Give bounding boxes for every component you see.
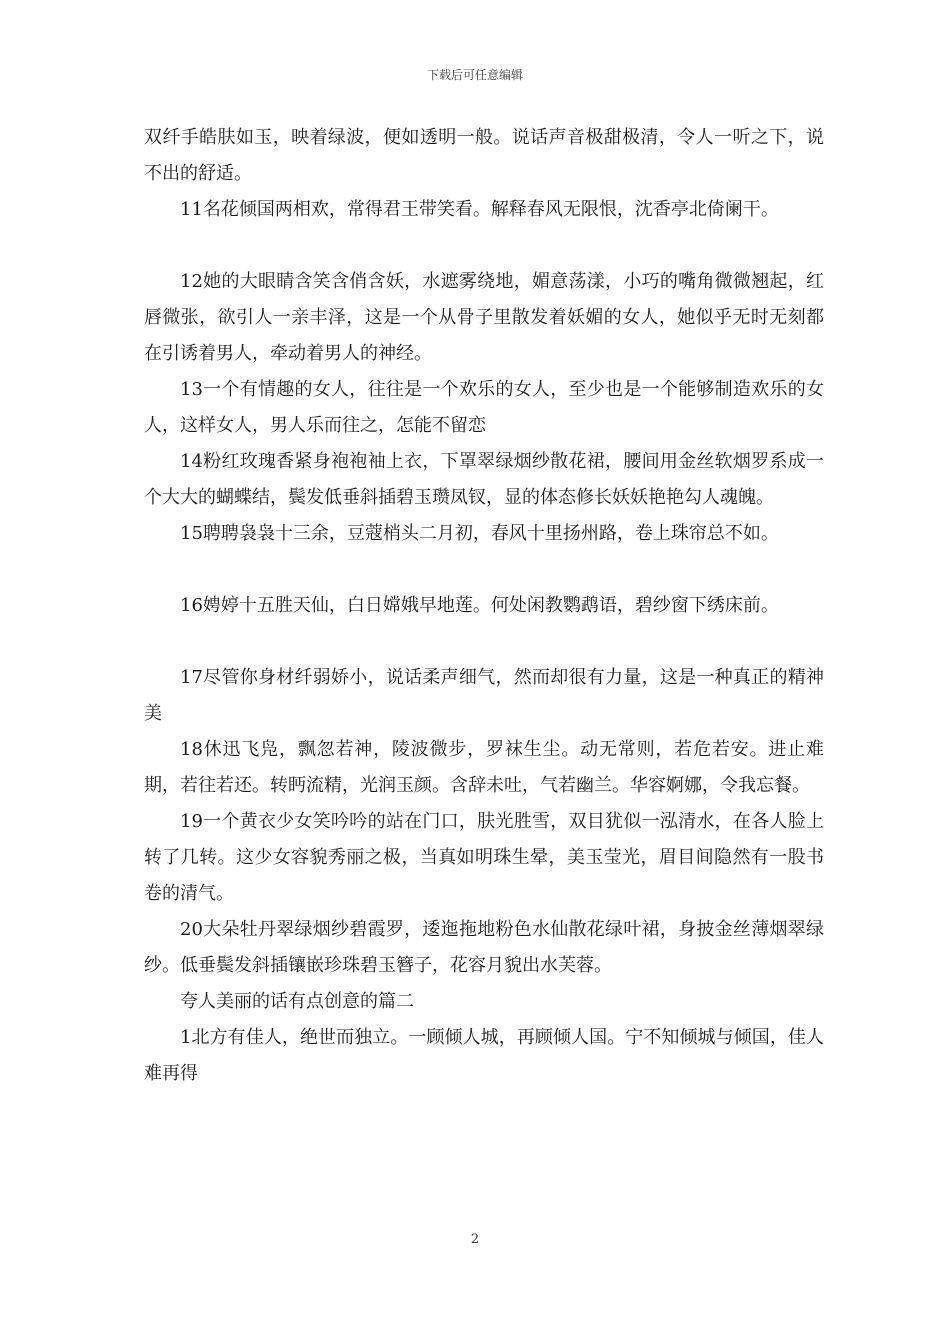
paragraph-item-16: 16娉婷十五胜天仙，白日嫦娥早地莲。何处闲教鹦鹉语，碧纱窗下绣床前。 [180, 595, 779, 616]
paragraph-item-1: 1北方有佳人，绝世而独立。一顾倾人城，再顾倾人国。宁不知倾城与倾国，佳人难再得 [144, 1027, 824, 1084]
paragraph-continuation: 双纤手皓肤如玉，映着绿波，便如透明一般。说话声音极甜极清，令人一听之下，说不出的舒适。 [144, 127, 824, 184]
paragraph-item-12: 12她的大眼睛含笑含俏含妖，水遮雾绕地，媚意荡漾，小巧的嘴角微微翘起，红唇微张，欲引人一亲丰泽，这是一个从骨子里散发着妖媚的女人，她似乎无时无刻都在引诱着男人，牵动着男人的神经。 [144, 271, 824, 364]
paragraph-item-13: 13一个有情趣的女人，往往是一个欢乐的女人，至少也是一个能够制造欢乐的女人，这样女人，男人乐而往之，怎能不留恋 [144, 379, 824, 436]
paragraph-item-20: 20大朵牡丹翠绿烟纱碧霞罗，逶迤拖地粉色水仙散花绿叶裙，身披金丝薄烟翠绿纱。低垂鬓发斜插镶嵌珍珠碧玉簪子，花容月貌出水芙蓉。 [144, 919, 824, 976]
section-heading: 夸人美丽的话有点创意的篇二 [180, 991, 414, 1012]
document-body [144, 120, 824, 1092]
page-number: 2 [470, 1232, 480, 1247]
paragraph-item-11: 11名花倾国两相欢，常得君王带笑看。解释春风无限恨，沈香亭北倚阑干。 [180, 199, 779, 220]
paragraph-item-19: 19一个黄衣少女笑吟吟的站在门口，肤光胜雪，双目犹似一泓清水，在各人脸上转了几转。这少女容貌秀丽之极，当真如明珠生晕，美玉莹光，眉目间隐然有一股书卷的清气。 [144, 811, 824, 904]
page-header: 下载后可任意编辑 [426, 68, 523, 82]
paragraph-item-14: 14粉红玫瑰香紧身袍袍袖上衣，下罩翠绿烟纱散花裙，腰间用金丝软烟罗系成一个大大的蝴蝶结，鬓发低垂斜插碧玉瓒凤钗，显的体态修长妖妖艳艳勾人魂魄。 [144, 451, 824, 508]
paragraph-item-17: 17尽管你身材纤弱娇小，说话柔声细气，然而却很有力量，这是一种真正的精神美 [144, 667, 824, 724]
paragraph-item-15: 15聘聘袅袅十三余，豆蔻梢头二月初，春风十里扬州路，卷上珠帘总不如。 [180, 523, 779, 544]
paragraph-item-18: 18休迅飞凫，飘忽若神，陵波微步，罗袜生尘。动无常则，若危若安。进止难期，若往若还。转眄流精，光润玉颜。含辞未吐，气若幽兰。华容婀娜，令我忘餐。 [144, 739, 824, 796]
